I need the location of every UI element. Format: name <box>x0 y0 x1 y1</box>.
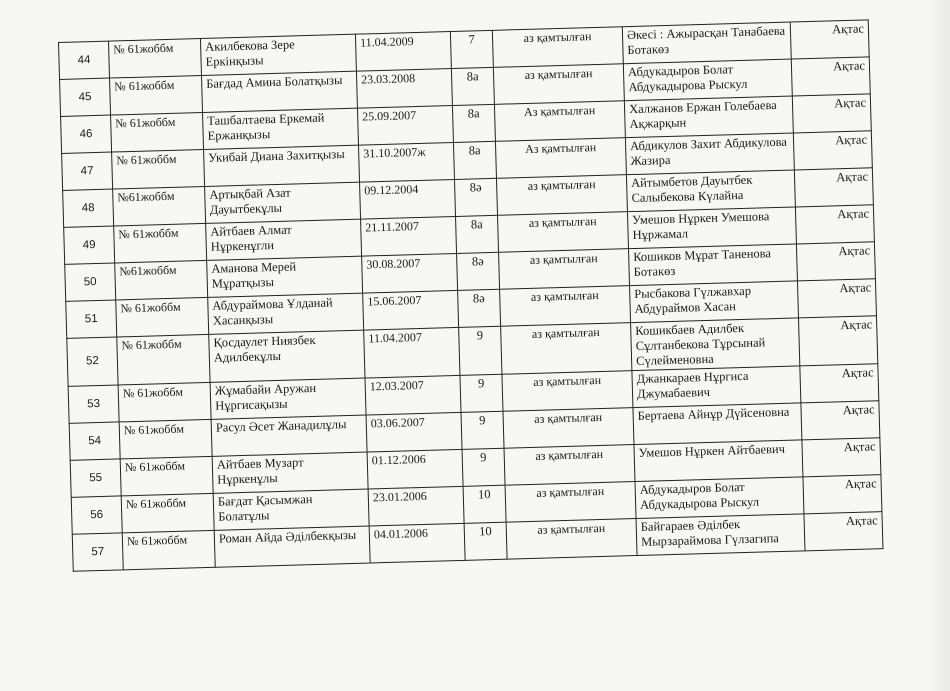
row-number: 51 <box>66 300 117 338</box>
parents-cell: Әкесі : Ажырасқан Танабаева Ботакөз <box>622 22 791 64</box>
status-cell: Аз қамтылған <box>495 138 626 179</box>
status-cell: аз қамтылған <box>501 323 632 375</box>
row-number: 53 <box>68 385 119 423</box>
parents-cell: Джанкараев Нұргиса Джумабаевич <box>632 366 801 408</box>
status-cell: аз қамтылған <box>496 175 627 216</box>
parents-cell: Умешов Нұркен Умешова Нұржамал <box>627 207 796 249</box>
result-cell: Ақтас <box>793 131 872 170</box>
parents-cell: Байгараев Әділбек Мырзараймова Гүлзагипа <box>636 514 805 556</box>
class-cell: 10 <box>464 522 507 560</box>
class-cell: 8ә <box>457 252 500 290</box>
row-number: 45 <box>60 78 111 116</box>
result-cell: Ақтас <box>798 316 877 366</box>
school-cell: № 61жоббм <box>117 334 210 385</box>
birth-date-cell: 09.12.2004 <box>360 179 456 219</box>
result-cell: Ақтас <box>804 512 883 551</box>
school-cell: № 61жоббм <box>111 112 204 152</box>
class-cell: 10 <box>463 485 506 523</box>
parents-cell: Бертаева Айнұр Дүйсеновна <box>633 403 802 445</box>
student-table-wrap <box>58 19 884 641</box>
row-number: 48 <box>63 189 114 227</box>
student-name-cell: Укибай Диана Захитқызы <box>204 145 360 186</box>
school-cell: № 61жоббм <box>116 297 209 337</box>
school-cell: № 61жоббм <box>122 530 215 570</box>
school-cell: № 61жоббм <box>108 39 201 79</box>
class-cell: 8а <box>452 104 495 142</box>
table-body <box>59 20 883 571</box>
row-number: 55 <box>70 459 121 497</box>
class-cell: 9 <box>461 411 504 449</box>
row-number: 46 <box>61 115 112 153</box>
school-cell: № 61жоббм <box>118 382 211 422</box>
result-cell: Ақтас <box>801 401 880 440</box>
school-cell: № 61жоббм <box>114 223 207 263</box>
student-name-cell: Жұмабайи Аружан Нұргисақызы <box>210 378 366 419</box>
result-cell: Ақтас <box>797 279 876 318</box>
result-cell: Ақтас <box>794 168 873 207</box>
parents-cell: Рысбакова Гүлжавхар Абдураймов Хасан <box>630 281 799 323</box>
birth-date-cell: 21.11.2007 <box>361 216 457 256</box>
row-number: 54 <box>69 422 120 460</box>
birth-date-cell: 31.10.2007ж <box>358 142 454 182</box>
birth-date-cell: 04.01.2006 <box>369 523 465 563</box>
parents-cell: Айтымбетов Дауытбек Салыбекова Күлайна <box>626 170 795 212</box>
status-cell: аз қамтылған <box>499 249 630 290</box>
status-cell: аз қамтылған <box>492 27 623 68</box>
student-table <box>58 19 883 571</box>
parents-cell: Абдукадыров Болат Абдукадырова Рыскул <box>635 477 804 519</box>
result-cell: Ақтас <box>802 438 881 477</box>
student-name-cell: Акилбекова Зере Еркінқызы <box>200 34 356 75</box>
row-number: 57 <box>72 533 123 571</box>
class-cell: 9 <box>459 326 502 375</box>
birth-date-cell: 25.09.2007 <box>357 106 453 146</box>
result-cell: Ақтас <box>803 475 882 514</box>
parents-cell: Умешов Нұркен Айтбаевич <box>634 440 803 482</box>
class-cell: 9 <box>460 374 503 412</box>
school-cell: № 61жоббм <box>112 149 205 189</box>
parents-cell: Кошиков Мұрат Таненова Ботакөз <box>628 244 797 286</box>
class-cell: 9 <box>462 448 505 486</box>
row-number: 56 <box>71 496 122 534</box>
school-cell: № 61жоббм <box>121 493 214 533</box>
parents-cell: Кошикбаев Адилбек Сұлтанбекова Тұрсынай Сүлейменовна <box>631 318 800 371</box>
birth-date-cell: 23.03.2008 <box>356 69 452 109</box>
school-cell: № 61жоббм <box>119 419 212 459</box>
status-cell: аз қамтылған <box>502 371 633 412</box>
student-name-cell: Роман Айда Әділбекқызы <box>214 526 370 567</box>
row-number: 52 <box>67 337 118 386</box>
class-cell: 8ә <box>458 289 501 327</box>
row-number: 49 <box>64 226 115 264</box>
result-cell: Ақтас <box>800 364 879 403</box>
result-cell: Ақтас <box>790 20 869 59</box>
class-cell: 8ә <box>454 178 497 216</box>
birth-date-cell: 30.08.2007 <box>362 253 458 293</box>
birth-date-cell: 11.04.2007 <box>364 327 460 378</box>
class-cell: 8а <box>453 141 496 179</box>
student-name-cell: Айтбаев Музарт Нұркенұлы <box>212 452 368 493</box>
birth-date-cell: 01.12.2006 <box>367 449 463 489</box>
status-cell: Аз қамтылған <box>494 101 625 142</box>
status-cell: аз қамтылған <box>506 519 637 560</box>
birth-date-cell: 03.06.2007 <box>366 412 462 452</box>
parents-cell: Халжанов Ержан Голебаева Ақжарқын <box>624 96 793 138</box>
birth-date-cell: 11.04.2009 <box>355 32 451 72</box>
parents-cell: Абдикулов Захит Абдикулова Жазира <box>625 133 794 175</box>
student-name-cell: Айтбаев Алмат Нұркенұгли <box>206 219 362 260</box>
status-cell: аз қамтылған <box>493 64 624 105</box>
result-cell: Ақтас <box>795 205 874 244</box>
result-cell: Ақтас <box>792 94 871 133</box>
result-cell: Ақтас <box>796 242 875 281</box>
school-cell: № 61жоббм <box>120 456 213 496</box>
status-cell: аз қамтылған <box>504 445 635 486</box>
result-cell: Ақтас <box>791 57 870 96</box>
student-name-cell: Аманова Мерей Мұратқызы <box>207 256 363 297</box>
student-name-cell: Қосдаулет Ниязбек Адилбекұлы <box>209 330 365 382</box>
status-cell: аз қамтылған <box>498 212 629 253</box>
school-cell: №61жоббм <box>115 260 208 300</box>
school-cell: № 61жоббм <box>110 76 203 116</box>
row-number: 50 <box>65 263 116 301</box>
class-cell: 7 <box>450 30 493 68</box>
scan-edge-shadow <box>926 0 950 691</box>
class-cell: 8а <box>456 215 499 253</box>
student-name-cell: Бағдад Амина Болатқызы <box>201 71 357 112</box>
birth-date-cell: 23.01.2006 <box>368 486 464 526</box>
birth-date-cell: 12.03.2007 <box>365 375 461 415</box>
student-name-cell: Бағдат Қасымжан Болатұлы <box>213 489 369 530</box>
student-name-cell: Расул Әсет Жанадилұлы <box>211 415 367 456</box>
status-cell: аз қамтылған <box>503 408 634 449</box>
row-number: 44 <box>59 41 110 79</box>
class-cell: 8а <box>451 67 494 105</box>
status-cell: аз қамтылған <box>505 482 636 523</box>
birth-date-cell: 15.06.2007 <box>363 290 459 330</box>
school-cell: №61жоббм <box>113 186 206 226</box>
row-number: 47 <box>62 152 113 190</box>
parents-cell: Абдукадыров Болат Абдукадырова Рыскул <box>623 59 792 101</box>
student-name-cell: Абдураймова Ұлданай Хасанқызы <box>208 293 364 334</box>
status-cell: аз қамтылған <box>500 286 631 327</box>
student-name-cell: Ташбалтаева Еркемай Ержанқызы <box>203 108 359 149</box>
student-name-cell: Артықбай Азат Дауытбекұлы <box>205 182 361 223</box>
